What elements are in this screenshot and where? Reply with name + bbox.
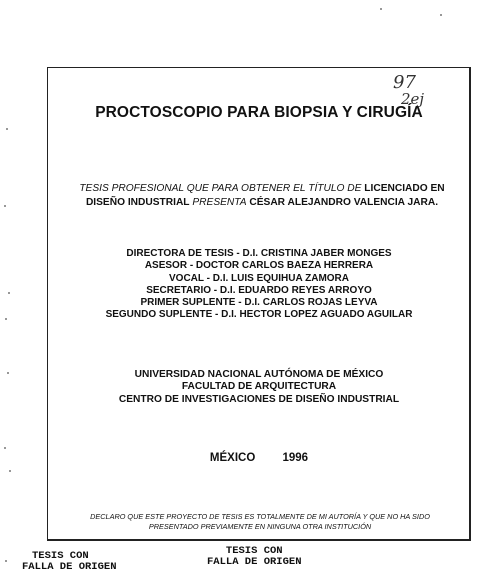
stamp-left	[22, 550, 117, 573]
stamp-right	[207, 546, 302, 568]
handwritten-note-line2: 2ej	[401, 90, 425, 108]
handwritten-note	[393, 72, 437, 108]
stamp-left-line2: FALLA DE ORIGEN	[22, 561, 117, 573]
year: 1996	[282, 452, 309, 464]
declaration-line: PRESENTADO PREVIAMENTE EN NINGUNA OTRA INSTITUCIÓN	[148, 522, 372, 531]
committee-member: ASESOR - DOCTOR CARLOS BAEZA HERRERA	[144, 260, 374, 272]
author-name: CÉSAR ALEJANDRO VALENCIA JARA.	[249, 197, 439, 208]
center-name: CENTRO DE INVESTIGACIONES DE DISEÑO INDUSTRIAL	[118, 393, 400, 405]
degree-name: LICENCIADO EN DISEÑO INDUSTRIAL	[85, 183, 445, 208]
stamp-left-line1: TESIS CON	[32, 550, 89, 562]
thesis-title: PROCTOSCOPIO PARA BIOPSIA Y CIRUGÍA	[95, 104, 423, 121]
authorship-declaration	[57, 512, 463, 532]
stamp-right-line1: TESIS CON	[225, 545, 283, 557]
committee-member: PRIMER SUPLENTE - D.I. CARLOS ROJAS LEYVA	[140, 297, 378, 309]
place-and-year	[47, 452, 471, 464]
committee-member: SECRETARIO - D.I. EDUARDO REYES ARROYO	[146, 284, 372, 296]
faculty-name: FACULTAD DE ARQUITECTURA	[181, 381, 337, 393]
institution-block	[47, 369, 471, 406]
declaration-line: DECLARO QUE ESTE PROYECTO DE TESIS ES TOTALMENTE DE MI AUTORÍA Y QUE NO HA SIDO	[90, 512, 430, 521]
thesis-statement-intro: TESIS PROFESIONAL QUE PARA OBTENER EL TÍTULO DE	[79, 183, 362, 194]
thesis-statement	[62, 182, 462, 210]
committee-member: VOCAL - D.I. LUIS EQUIHUA ZAMORA	[169, 272, 349, 284]
place: MÉXICO	[209, 452, 256, 464]
stamp-right-line2: FALLA DE ORIGEN	[207, 556, 302, 568]
thesis-statement-presents: PRESENTA	[192, 197, 247, 208]
handwritten-note-line1: 97	[393, 72, 416, 93]
committee-member: SEGUNDO SUPLENTE - D.I. HECTOR LOPEZ AGUADO AGUILAR	[105, 309, 413, 321]
committee-list	[47, 248, 471, 322]
university-name: UNIVERSIDAD NACIONAL AUTÓNOMA DE MÉXICO	[134, 369, 384, 380]
committee-member: DIRECTORA DE TESIS - D.I. CRISTINA JABER MONGES	[126, 248, 392, 259]
